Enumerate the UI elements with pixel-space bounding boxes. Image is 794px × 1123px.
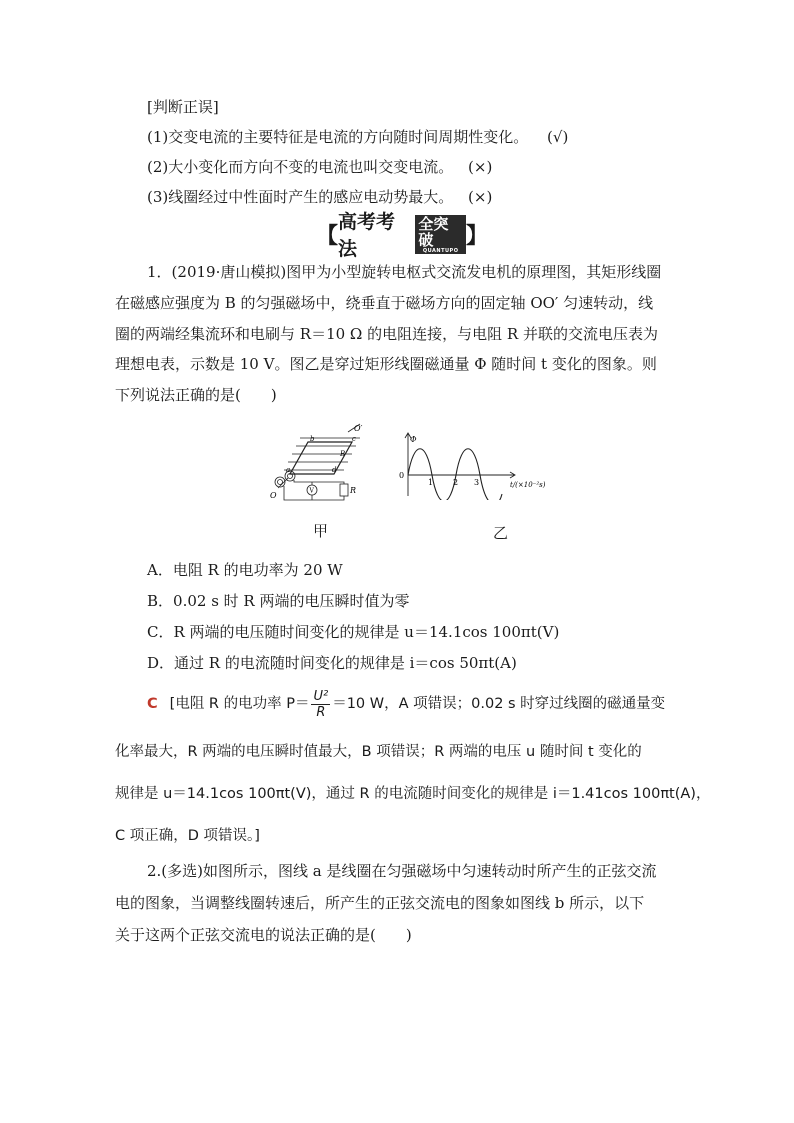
svg-text:a: a [286,466,291,474]
q1-answer-line-4: C 项正确，D 项错误。] [115,828,260,844]
q1-line-4: 理想电表，示数是 10 V。图乙是穿过矩形线圈磁通量 Φ 随时间 t 变化的图象。则 [115,355,657,373]
fig-right-caption: 乙 [493,524,509,542]
svg-text:c: c [352,435,356,443]
power-fraction: $\frac{\text{U²}}{R}$ [313,688,329,720]
svg-text:O′: O′ [354,424,363,433]
q1-option-d: D．通过 R 的电流随时间变化的规律是 i＝cos 50πt(A) [147,654,517,672]
q1-answer-line-2: 化率最大，R 两端的电压瞬时值最大，B 项错误；R 两端的电压 u 随时间 t 变化的 [115,744,642,760]
svg-text:t/(×10⁻²s): t/(×10⁻²s) [510,481,546,489]
flux-graph [396,430,558,500]
q1-option-b: B．0.02 s 时 R 两端的电压瞬时值为零 [147,592,410,610]
judge-mark-2: (×) [468,158,493,176]
judge-mark-1: (√) [547,128,569,146]
svg-text:3: 3 [474,478,480,487]
q1-answer-line-3: 规律是 u＝14.1cos 100πt(V)，通过 R 的电流随时间变化的规律是 i＝1.41cos 100πt(A)， [115,786,711,802]
generator-diagram [268,422,368,504]
section-title: 【 高考考法 全突破 QUANTUPO 】 [316,211,488,260]
svg-text:B: B [340,450,346,458]
judge-mark-3: (×) [468,188,493,206]
judge-item-2: (2)大小变化而方向不变的电流也叫交变电流。 (×) [147,158,493,176]
q1-line-3: 圈的两端经集流环和电刷与 R＝10 Ω 的电阻连接，与电阻 R 并联的交流电压表为 [115,325,658,343]
judge-item-3: (3)线圈经过中性面时产生的感应电动势最大。 (×) [147,188,493,206]
svg-text:V: V [309,487,314,495]
judge-heading: [判断正误] [147,98,219,116]
q2-line-3: 关于这两个正弦交流电的说法正确的是( ) [115,926,412,944]
q1-answer-line-1: C [电阻 R 的电功率 P＝ $\frac{\text{U²}}{R}$ ＝10 W，A 项错误；0.02 s 时穿过线圈的磁通量变 [147,688,666,720]
section-badge: 全突破 QUANTUPO [415,215,466,254]
q1-option-c: C．R 两端的电压随时间变化的规律是 u＝14.1cos 100πt(V) [147,623,560,641]
svg-text:O: O [270,491,277,500]
q1-line-1: 1．(2019·唐山模拟)图甲为小型旋转电枢式交流发电机的原理图，其矩形线圈 [147,263,662,281]
fig-left-caption: 甲 [313,522,329,540]
svg-text:Φ: Φ [410,435,417,444]
answer-letter: C [147,696,158,712]
svg-text:1: 1 [428,478,434,487]
judge-item-1: (1)交变电流的主要特征是电流的方向随时间周期性变化。 (√) [147,128,569,146]
q2-line-2: 电的图象，当调整线圈转速后，所产生的正弦交流电的图象如图线 b 所示，以下 [115,894,645,912]
svg-text:2: 2 [453,478,459,487]
svg-text:d: d [332,466,337,474]
q2-line-1: 2.(多选)如图所示，图线 a 是线圈在匀强磁场中匀速转动时所产生的正弦交流 [147,862,657,880]
svg-text:b: b [310,435,315,443]
q1-line-2: 在磁感应强度为 B 的匀强磁场中，绕垂直于磁场方向的固定轴 OO′ 匀速转动，线 [115,294,654,312]
svg-text:R: R [350,486,357,495]
q1-option-a: A．电阻 R 的电功率为 20 W [147,561,343,579]
svg-text:0: 0 [399,471,405,480]
q1-line-5: 下列说法正确的是( ) [115,386,277,404]
